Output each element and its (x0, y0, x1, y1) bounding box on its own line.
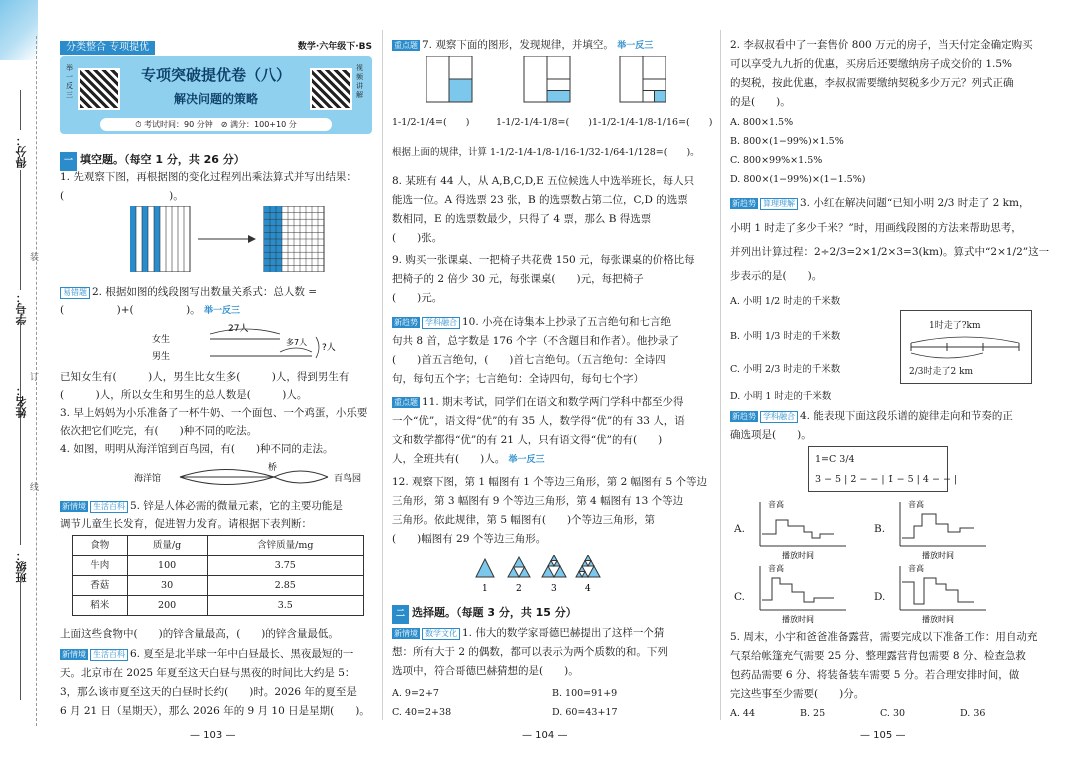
c4-text-2: 确选项是( )。 (730, 429, 812, 441)
c4-option-d[interactable]: D. (874, 591, 886, 603)
c5-option-b[interactable]: B. 25 (800, 708, 826, 719)
q12-text-4: ( )幅图有 29 个等边三角形。 (392, 533, 547, 545)
q12-text-3: 三角形。依此规律，第 5 幅图有( )个等边三角形，第 (392, 514, 656, 526)
student-no-label: 学号： (15, 292, 28, 325)
q5-text: 5. 锌是人体必需的微量元素，它的主要功能是 (130, 500, 343, 512)
q6-text-2: 天。北京市在 2025 年夏至这天白昼与黑夜的时间比大约是 5： (60, 667, 356, 679)
q4-text: 4. 如图，明明从海洋馆到百鸟园，有( )种不同的走法。 (60, 443, 334, 455)
melody-chart-b (888, 498, 988, 560)
c3-text: 3. 小红在解决问题“已知小明 2/3 时走了 2 km， (800, 197, 1030, 209)
q11-text-2: 一个“优”，语文得“优”的有 35 人，数学得“优”的有 33 人，语 (392, 415, 685, 427)
table-cell: 稻米 (73, 596, 128, 616)
q4-ocean-label: 海洋馆 (134, 474, 162, 484)
c4-tag-2: 学科融合 (760, 411, 798, 423)
table-cell: 3.5 (207, 596, 363, 616)
q11-text: 11. 期末考试，同学们在语文和数学两门学科中都至少得 (422, 396, 684, 408)
music-score-box (808, 446, 958, 492)
seg-boys-label: 男生 (152, 352, 171, 362)
q9-text-2: 把椅子的 2 倍少 30 元，每张课桌( )元，每把椅子 (392, 273, 644, 285)
c5-text: 5. 周末，小宇和爸爸准备露营，需要完成以下准备工作：用自动充 (730, 631, 1038, 643)
seg-more-label: 多7人 (286, 338, 308, 347)
c3-tag-2: 算理理解 (760, 198, 798, 210)
c3-tag-1: 新趋势 (732, 199, 756, 208)
exam-meta: ⏱ 考试时间：90 分钟 ⊘ 满分：100+10 分 (100, 118, 332, 131)
axis-label: 播放时间 (922, 551, 954, 560)
c3-option-b[interactable]: B. 小明 1/3 时走的千米数 (730, 331, 841, 342)
c3-segment-box (900, 310, 1032, 384)
q10-tag-1: 新趋势 (394, 318, 418, 327)
page-number: — 103 — (190, 730, 236, 741)
c4-tag-1: 新趋势 (732, 412, 756, 421)
section-choice: 二 选择题。（每题 3 分，共 15 分） (392, 603, 577, 624)
title-banner (60, 56, 372, 134)
table-cell: 2.85 (207, 576, 363, 596)
zinc-table (72, 535, 364, 616)
binding-strip (0, 60, 44, 764)
q2-segment-diagram (150, 322, 350, 364)
c2-option-a[interactable]: A. 800×1.5% (730, 117, 794, 128)
q7-tag: 重点题 (394, 41, 418, 50)
axis-label: 音高 (908, 500, 924, 509)
c1-text-2: 想：所有大于 2 的偶数，都可以表示为两个质数的和。下列 (392, 646, 668, 658)
c2-text-4: 的是( )。 (730, 96, 791, 108)
triangle-label: 2 (516, 584, 522, 594)
c1-option-a[interactable]: A. 9=2+7 (392, 688, 439, 699)
qr-left-label: 举一反三 (66, 64, 73, 99)
q2-tag: 易错题 (60, 287, 90, 299)
c1-tag-1: 新情境 (394, 629, 418, 638)
q6-text-4: 6 月 21 日（星期天），那么 2026 年的 9 月 10 日是星期( )。 (60, 705, 370, 717)
q7-squares-figure (426, 56, 666, 104)
q8-text-3: 数相同，E 的选票数最少，只得了 4 票，那么 B 得选票 (392, 213, 652, 225)
triangle-label: 3 (551, 584, 557, 594)
c3-text-4: 步表示的是( )。 (730, 270, 823, 282)
axis-label: 音高 (768, 500, 784, 509)
c1-option-c[interactable]: C. 40=2+38 (392, 707, 452, 718)
c3-option-d[interactable]: D. 小明 1 时走的千米数 (730, 391, 832, 402)
c4-option-b[interactable]: B. (874, 523, 886, 535)
c5-text-4: 完这些事至少需要( )分。 (730, 688, 865, 700)
c5-text-3: 包药品需要 6 分、将装备装车需要 5 分。若合理安排时间，做 (730, 669, 1020, 681)
c1-option-d[interactable]: D. 60=43+17 (552, 707, 618, 718)
page-number: — 105 — (860, 730, 906, 741)
melody-chart-c (748, 562, 848, 624)
table-cell: 香菇 (73, 576, 128, 596)
q10-text-2: 句共 8 首，总字数是 176 个字（不含题目和作者）。他抄录了 (392, 335, 679, 347)
q6-text-3: 3，那么该市夏至这天的白昼时长约( )时。2026 年的夏至是 (60, 686, 357, 698)
q2-text: 2. 根据如图的线段图写出数量关系式：总人数 = (92, 286, 317, 298)
corner-decoration (0, 0, 38, 60)
qr-right-label: 视频讲解 (356, 64, 363, 99)
q2-text-3: ( )人，所以女生和男生的总人数是( )人。 (60, 389, 308, 401)
q4-bird-label: 百鸟园 (334, 474, 362, 484)
c2-option-d[interactable]: D. 800×(1−99%)×(1−1.5%) (730, 174, 866, 185)
q8-text-2: 能选一位。A 得选票 23 张，B 的选票数占第二位，C,D 的选票 (392, 194, 688, 206)
table-cell: 30 (127, 576, 207, 596)
c1-text: 1. 伟大的数学家哥德巴赫提出了这样一个猜 (462, 627, 665, 639)
q2-text-2: 已知女生有( )人，男生比女生多( )人，得到男生有 (60, 371, 350, 383)
q6-tag-2: 生活百科 (90, 649, 128, 661)
c2-text: 2. 李叔叔看中了一套售价 800 万元的房子，当天付定金确定购买 (730, 39, 1033, 51)
score-label: 得分： (15, 135, 28, 168)
q12-triangles-figure (472, 555, 612, 595)
q5-text-2: 调节儿童生长发育，促进智力发育。请根据下表判断： (60, 518, 312, 530)
table-header: 食物 (73, 536, 128, 556)
c5-option-a[interactable]: A. 44 (730, 708, 755, 719)
q1-grid-figure (130, 206, 326, 272)
seg-27-label: 27人 (228, 324, 249, 334)
c3-option-c[interactable]: C. 小明 2/3 时走的千米数 (730, 364, 841, 375)
qr-code-left[interactable] (78, 68, 120, 110)
table-cell: 牛肉 (73, 556, 128, 576)
q1-text: 1. 先观察下图，再根据图的变化过程列出乘法算式并写出结果： (60, 171, 357, 183)
page-103 (60, 0, 372, 764)
qr-code-right[interactable] (310, 68, 352, 110)
page-number: — 104 — (522, 730, 568, 741)
triangle-label: 4 (585, 584, 591, 594)
q1-answer[interactable]: ( )。 (60, 190, 184, 202)
axis-label: 播放时间 (782, 615, 814, 624)
class-label: 班级： (15, 550, 28, 583)
paper-title: 专项突破提优卷（八） (140, 66, 291, 84)
section-fill-blank: 一 填空题。（每空 1 分，共 26 分） (60, 150, 245, 171)
c4-option-c[interactable]: C. (734, 591, 745, 603)
paper-subtitle: 解决问题的策略 (173, 92, 258, 106)
q7-text: 7. 观察下面的图形，发现规律，并填空。 (422, 39, 614, 51)
q7-text-2: 根据上面的规律，计算 1-1/2-1/4-1/8-1/16-1/32-1/64-1/128=( )。 (392, 147, 700, 158)
c1-text-3: 选项中，符合哥德巴赫猜想的是( )。 (392, 665, 579, 677)
melody-chart-a (748, 498, 848, 560)
c3-box-bottom-label: 2/3时走了2 km (909, 367, 974, 377)
q3-text: 3. 早上妈妈为小乐准备了一杯牛奶、一个面包、一个鸡蛋，小乐要 (60, 407, 368, 419)
table-cell: 3.75 (207, 556, 363, 576)
q7-hint[interactable]: 举一反三 (617, 41, 654, 51)
name-label: 姓名： (15, 385, 28, 418)
c2-option-c[interactable]: C. 800×99%×1.5% (730, 155, 823, 166)
seg-total-label: ?人 (322, 343, 336, 353)
q11-text-4: 人，全班共有( )人。 (392, 453, 506, 465)
q7-formula-1: 1-1/2-1/4=( ) (392, 117, 470, 128)
q6-text: 6. 夏至是北半球一年中白昼最长、黑夜最短的一 (130, 648, 354, 660)
axis-label: 播放时间 (922, 615, 954, 624)
subject-label: 数学·六年级下·BS (297, 42, 372, 52)
cut-mark: 订 (30, 373, 40, 383)
c5-option-c[interactable]: C. 30 (880, 708, 906, 719)
seg-girls-label: 女生 (152, 335, 171, 345)
q4-route-diagram (130, 460, 370, 494)
c3-box-top-label: 1时走了?km (929, 321, 981, 331)
axis-label: 播放时间 (782, 551, 814, 560)
q6-tag-1: 新情境 (62, 650, 86, 659)
melody-chart-d (888, 562, 988, 624)
c2-text-3: 的契税，按此优惠，李叔叔需要缴纳契税多少万元？列式正确 (730, 77, 1014, 89)
series-tag: 分类整合 专项提优 (60, 41, 155, 55)
q7-formula-3: 1-1/2-1/4-1/8-1/16=( ) (592, 117, 713, 128)
q5-text-3: 上面这些食物中( )的锌含量最高，( )的锌含量最低。 (60, 628, 339, 640)
q12-text-2: 三角形，第 3 幅图有 9 个等边三角形，第 4 幅图有 13 个等边 (392, 495, 684, 507)
q10-tag-2: 学科融合 (422, 317, 460, 329)
axis-label: 音高 (768, 564, 784, 573)
table-cell: 200 (127, 596, 207, 616)
q5-tag-1: 新情境 (62, 502, 86, 511)
q5-tag-2: 生活百科 (90, 501, 128, 513)
triangle-label: 1 (482, 584, 488, 594)
q12-text: 12. 观察下图，第 1 幅图有 1 个等边三角形，第 2 幅图有 5 个等边 (392, 476, 707, 488)
q3-text-2: 依次把它们吃完，有( )种不同的吃法。 (60, 425, 258, 437)
c3-option-a[interactable]: A. 小明 1/2 时走的千米数 (730, 296, 841, 307)
q2-hint[interactable]: 举一反三 (204, 306, 241, 316)
c2-text-2: 可以享受九九折的优惠，买房后还要缴纳房子成交价的 1.5% (730, 58, 1013, 70)
table-header: 含锌质量/mg (207, 536, 363, 556)
c1-tag-2: 数学文化 (422, 628, 460, 640)
page-104 (392, 0, 713, 764)
c5-text-2: 气泵给帐篷充气需要 25 分、整理露营背包需要 8 分、检查急救 (730, 650, 1026, 662)
q11-hint[interactable]: 举一反三 (508, 455, 545, 465)
q11-tag: 重点题 (394, 398, 418, 407)
q10-text-3: ( )首五言绝句，( )首七言绝句。（五言绝句：全诗四 (392, 354, 666, 366)
q10-text-4: 句，每句五个字；七言绝句：全诗四句，每句七个字） (392, 373, 644, 385)
header-bar (60, 38, 372, 52)
axis-label: 音高 (908, 564, 924, 573)
table-header: 质量/g (127, 536, 207, 556)
q4-bridge-label: 桥 (268, 463, 278, 473)
q8-text-4: ( )张。 (392, 232, 443, 244)
cut-mark: 装 (30, 253, 40, 263)
cut-mark: 线 (30, 483, 40, 493)
c3-text-2: 小明 1 时走了多少千米？”时，用画线段图的方法来帮助思考， (730, 222, 1022, 234)
q10-text: 10. 小亮在诗集本上抄录了五言绝句和七言绝 (462, 316, 672, 328)
c1-option-b[interactable]: B. 100=91+9 (552, 688, 618, 699)
c2-option-b[interactable]: B. 800×(1−99%)×1.5% (730, 136, 844, 147)
c5-option-d[interactable]: D. 36 (960, 708, 986, 719)
music-key: 1=C 3/4 (815, 454, 855, 465)
q9-text: 9. 购买一张课桌、一把椅子共花费 150 元，每张课桌的价格比每 (392, 254, 695, 266)
music-score: 3 − 5 | 2̇ − − | 1̇ − 5 | 4 − − | (815, 474, 958, 485)
q11-text-3: 文和数学都得“优”的有 21 人，只有语文得“优”的有( ) (392, 434, 663, 446)
c4-text: 4. 能表现下面这段乐谱的旋律走向和节奏的正 (800, 410, 1013, 422)
page-105 (730, 0, 1066, 764)
q9-text-3: ( )元。 (392, 292, 443, 304)
table-cell: 100 (127, 556, 207, 576)
c4-option-a[interactable]: A. (734, 523, 745, 535)
q8-text: 8. 某班有 44 人，从 A,B,C,D,E 五位候选人中选举班长，每人只 (392, 175, 695, 187)
q7-formula-2: 1-1/2-1/4-1/8=( ) (496, 117, 592, 128)
c3-text-3: 并列出计算过程：2÷2/3=2×1/2×3=3(km)。算式中“2×1/2”这一 (730, 246, 1050, 258)
q2-answer[interactable]: ( )+( )。 (60, 304, 201, 316)
